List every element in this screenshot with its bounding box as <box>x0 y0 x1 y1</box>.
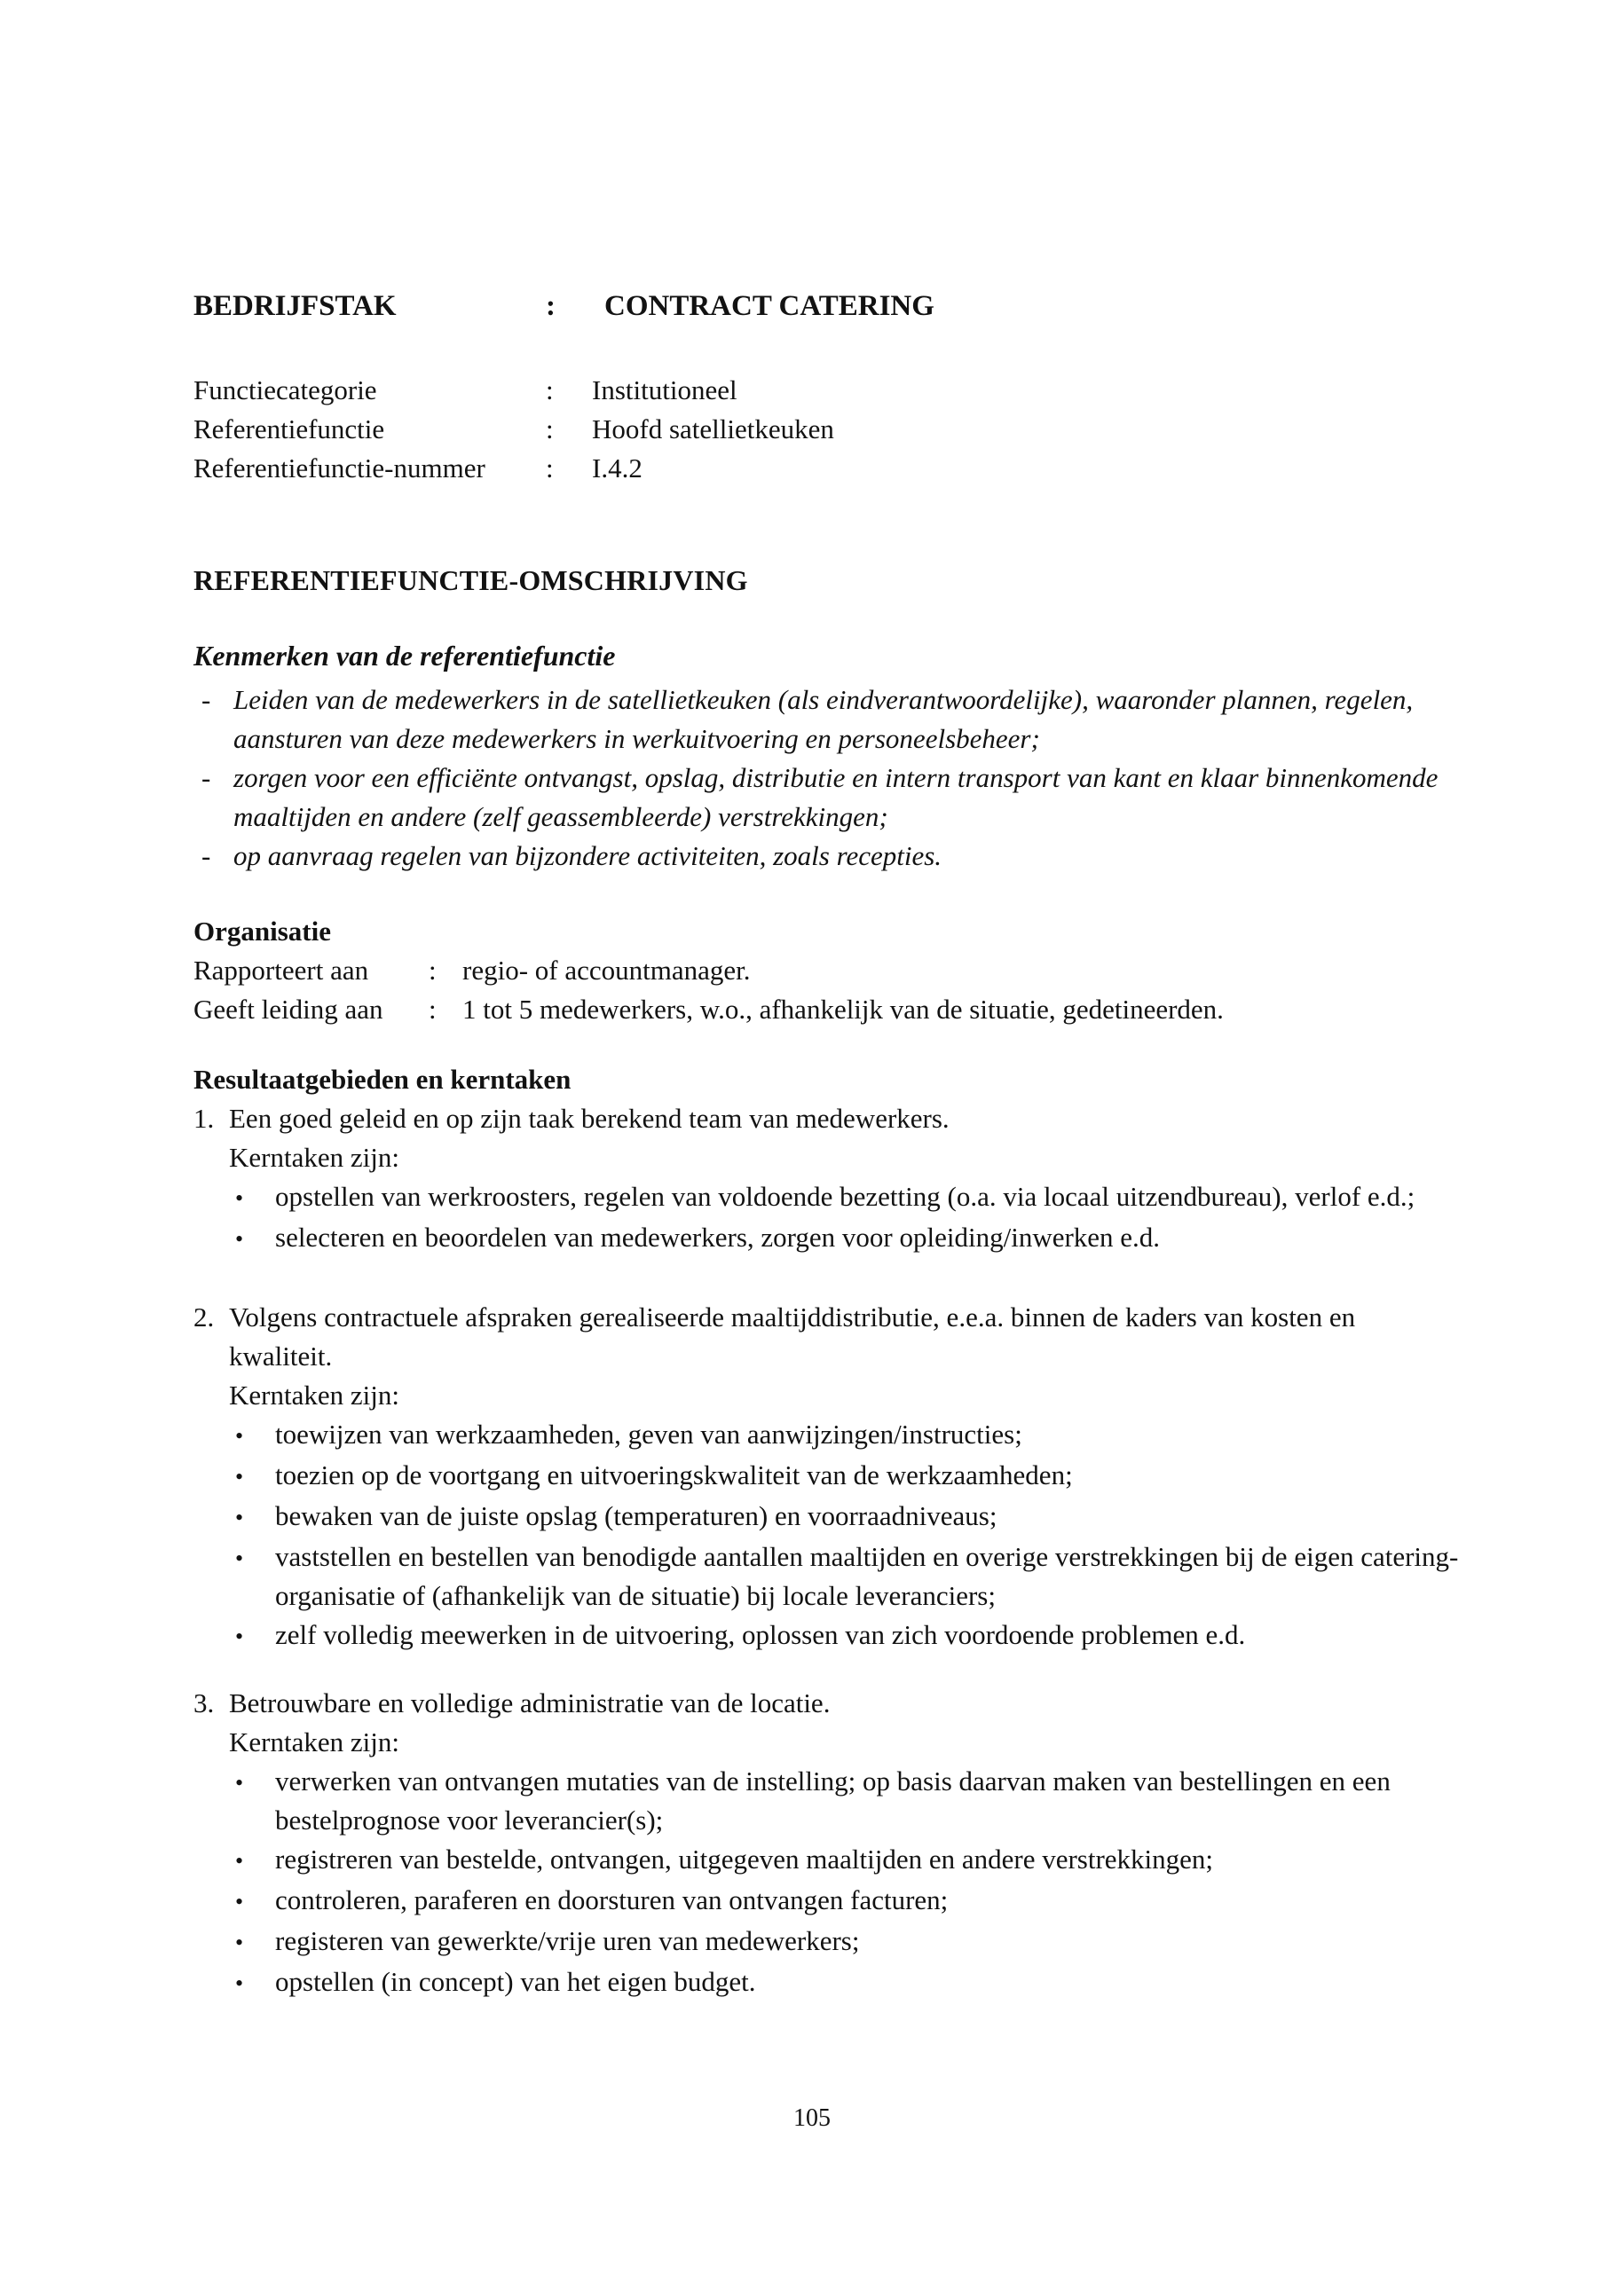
subsection-heading-resultaatgebieden: Resultaatgebieden en kerntaken <box>193 1064 572 1095</box>
bullet-item <box>235 1840 1462 1881</box>
field-colon: : <box>429 994 437 1025</box>
field-value: CONTRACT CATERING <box>604 290 934 322</box>
header-detail-block <box>193 371 1462 488</box>
bullet-item <box>235 1497 1462 1537</box>
field-value: Institutioneel <box>592 374 737 405</box>
bullet-text: selecteren en beoordelen van medewerkers, zorgen voor opleiding/inwerken e.d. <box>275 1222 1161 1253</box>
bullet-text: vaststellen en bestellen van benodigde aantallen maaltijden en overige verstrekkingen bij de eigen catering-organisatie of (afhankelijk van de situatie) bij locale leveranciers; <box>275 1541 1459 1611</box>
bullet-text: opstellen (in concept) van het eigen budget. <box>275 1966 756 1997</box>
numbered-row <box>193 1684 1462 1723</box>
bullet-item <box>235 1762 1462 1840</box>
bullet-marker: • <box>235 1770 244 1796</box>
field-label: Functiecategorie <box>193 374 377 405</box>
bullet-item <box>235 1456 1462 1497</box>
subsection-heading-kenmerken: Kenmerken van de referentiefunctie <box>193 640 616 672</box>
list-item-text: Leiden van de medewerkers in de satellietkeuken (als eindverantwoordelijke), waaronder plannen, regelen, aansturen van deze medewerkers in werkuitvoering en personeelsbeheer; <box>233 684 1414 754</box>
header-row-referentiefunctie-nummer <box>193 449 1462 488</box>
field-value: regio- of accountmanager. <box>462 955 751 986</box>
bullet-item <box>235 1616 1462 1656</box>
bullet-list <box>235 1762 1462 2003</box>
result-area-3 <box>193 1684 1462 2003</box>
bullet-marker: • <box>235 1545 244 1571</box>
bullet-text: registreren van bestelde, ontvangen, uitgegeven maaltijden en andere verstrekkingen; <box>275 1844 1214 1875</box>
page-number: 105 <box>793 2104 831 2132</box>
list-item-text: op aanvraag regelen van bijzondere activiteiten, zoals recepties. <box>233 840 942 871</box>
dash-marker: - <box>201 762 211 793</box>
org-row-rapporteert <box>193 951 1462 990</box>
result-area-2 <box>193 1298 1462 1656</box>
list-item <box>201 759 1462 837</box>
bullet-text: toezien op de voortgang en uitvoeringskwaliteit van de werkzaamheden; <box>275 1459 1073 1490</box>
list-item <box>201 837 1462 876</box>
dash-marker: - <box>201 684 211 715</box>
item-number: 2. <box>193 1301 215 1333</box>
field-label: Referentiefunctie <box>193 413 385 444</box>
field-colon: : <box>546 374 554 405</box>
field-colon: : <box>429 955 437 986</box>
item-number: 3. <box>193 1687 215 1718</box>
item-text: Betrouwbare en volledige administratie van de locatie. <box>229 1687 831 1718</box>
field-label: Referentiefunctie-nummer <box>193 452 485 484</box>
item-number: 1. <box>193 1103 215 1134</box>
field-value: 1 tot 5 medewerkers, w.o., afhankelijk van de situatie, gedetineerden. <box>462 994 1224 1025</box>
bullet-marker: • <box>235 1185 244 1211</box>
field-colon: : <box>546 452 554 484</box>
bullet-marker: • <box>235 1624 244 1649</box>
field-colon: : <box>546 413 554 444</box>
bullet-text: opstellen van werkroosters, regelen van voldoende bezetting (o.a. via locaal uitzendbureau), verlof e.d.; <box>275 1181 1415 1212</box>
section-heading-omschrijving: REFERENTIEFUNCTIE-OMSCHRIJVING <box>193 564 748 596</box>
bullet-item <box>235 1881 1462 1922</box>
bullet-marker: • <box>235 1970 244 1996</box>
bullet-text: controleren, paraferen en doorsturen van ontvangen facturen; <box>275 1884 949 1915</box>
bullet-item <box>235 1177 1462 1218</box>
bullet-marker: • <box>235 1505 244 1530</box>
bullet-item <box>235 1537 1462 1616</box>
field-value: I.4.2 <box>592 452 643 484</box>
field-label: BEDRIJFSTAK <box>193 290 397 322</box>
numbered-row <box>193 1298 1462 1376</box>
bullet-item <box>235 1415 1462 1456</box>
bullet-list <box>235 1177 1462 1259</box>
bullet-item <box>235 1962 1462 2003</box>
bullet-marker: • <box>235 1423 244 1449</box>
kerntaken-label: Kerntaken zijn: <box>229 1380 399 1411</box>
bullet-item <box>235 1922 1462 1962</box>
kerntaken-label: Kerntaken zijn: <box>229 1142 399 1173</box>
field-colon: : <box>546 290 556 322</box>
organisatie-block <box>193 912 1462 1029</box>
header-row-bedrijfstak <box>193 287 1462 326</box>
list-item <box>201 680 1462 759</box>
bullet-marker: • <box>235 1889 244 1915</box>
bullet-text: bewaken van de juiste opslag (temperaturen) en voorraadniveaus; <box>275 1500 997 1531</box>
numbered-row <box>193 1099 1462 1138</box>
bullet-marker: • <box>235 1930 244 1955</box>
bullet-marker: • <box>235 1226 244 1252</box>
field-label: Geeft leiding aan <box>193 994 383 1025</box>
bullet-list <box>235 1415 1462 1656</box>
item-text: Een goed geleid en op zijn taak berekend team van medewerkers. <box>229 1103 950 1134</box>
header-row-functiecategorie <box>193 371 1462 410</box>
bullet-text: zelf volledig meewerken in de uitvoering, oplossen van zich voordoende problemen e.d. <box>275 1619 1246 1650</box>
field-label: Rapporteert aan <box>193 955 369 986</box>
bullet-text: verwerken van ontvangen mutaties van de instelling; op basis daarvan maken van bestellingen en een bestelprognose voor leverancier(s); <box>275 1765 1391 1836</box>
bullet-text: toewijzen van werkzaamheden, geven van aanwijzingen/instructies; <box>275 1419 1022 1450</box>
dash-marker: - <box>201 840 211 871</box>
bullet-text: registeren van gewerkte/vrije uren van medewerkers; <box>275 1925 860 1956</box>
list-item-text: zorgen voor een efficiënte ontvangst, opslag, distributie en intern transport van kant en klaar binnenkomende maaltijden en andere (zelf geassembleerde) verstrekkingen; <box>233 762 1439 832</box>
bullet-item <box>235 1218 1462 1259</box>
bullet-marker: • <box>235 1464 244 1490</box>
kenmerken-list <box>193 680 1462 876</box>
bullet-marker: • <box>235 1848 244 1874</box>
org-row-geeft-leiding <box>193 990 1462 1029</box>
header-row-referentiefunctie <box>193 410 1462 449</box>
field-value: Hoofd satellietkeuken <box>592 413 834 444</box>
item-text: Volgens contractuele afspraken gerealiseerde maaltijddistributie, e.e.a. binnen de kaders van kosten en kwaliteit. <box>229 1301 1356 1372</box>
kerntaken-label: Kerntaken zijn: <box>229 1726 399 1757</box>
result-area-1 <box>193 1099 1462 1259</box>
subsection-heading-organisatie: Organisatie <box>193 916 331 947</box>
